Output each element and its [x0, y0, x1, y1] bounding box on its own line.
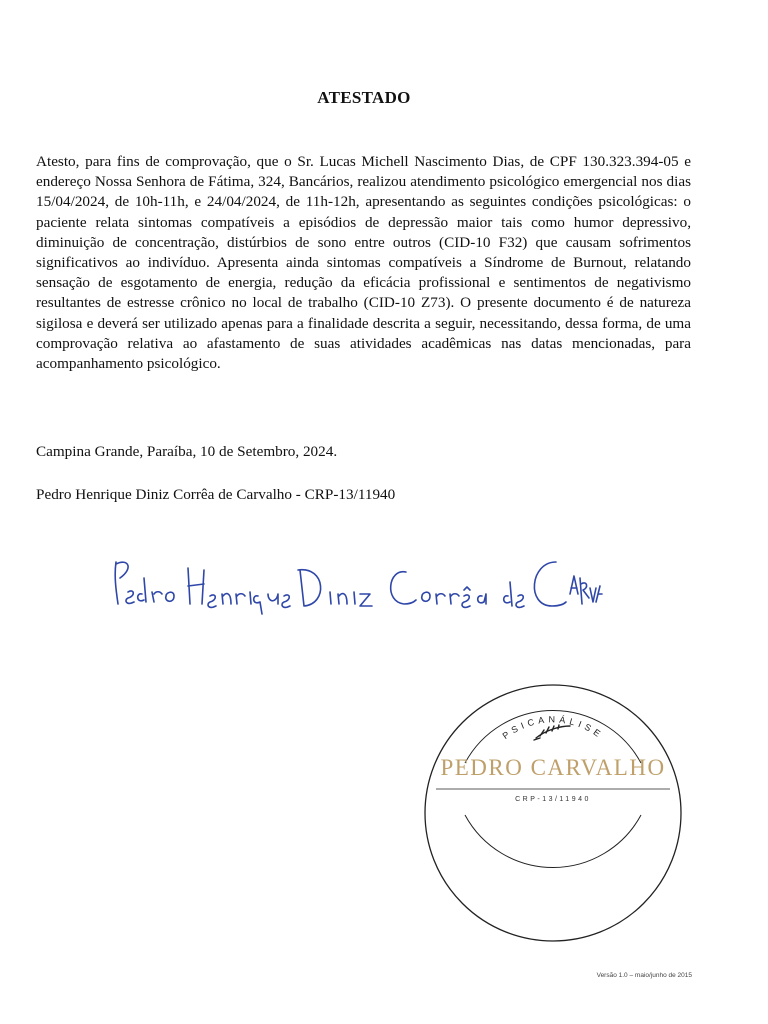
place-and-date: Campina Grande, Paraíba, 10 de Setembro, 2024. [36, 443, 338, 460]
version-footer: Versão 1.0 – maio/junho de 2015 [596, 972, 692, 979]
professional-stamp [418, 678, 688, 948]
feather-icon [534, 725, 570, 740]
stamp-crp: CRP-13/11940 [515, 796, 591, 803]
stamp-circle-graphic [418, 678, 688, 948]
attestation-body: Atesto, para fins de comprovação, que o Sr. Lucas Michell Nascimento Dias, de CPF 130.323.394-05 e endereço Nossa Senhora de Fátima, 324, Bancários, realizou atendimento psicológico emergencial nos dias 15/04/2024, de 10h-11h, e 24/04/2024, de 11h-12h, apresentando as seguintes condições psicológicas: o paciente relata sintomas compatíveis a episódios de depressão maior tais como humor depressivo, diminuição de concentração, distúrbios de sono entre outros (CID-10 F32) que causam sofrimentos significativos ao indivíduo. Apresenta ainda sintomas compatíveis a Síndrome de Burnout, relatando sensação de esgotamento de energia, redução da eficácia profissional e sentimentos de negativismo resultantes de estresse crônico no local de trabalho (CID-10 Z73). O presente documento é de natureza sigilosa e deverá ser utilizado apenas para a finalidade descrita a seguir, necessitando, dessa forma, de uma comprovação relativa ao afastamento de suas atividades acadêmicas nas datas mencionadas, para acompanhamento psicológico. [36, 153, 691, 373]
signature-drawing [104, 548, 604, 618]
handwritten-signature [104, 548, 604, 618]
stamp-arc-text: PSICANÁLISE [500, 714, 606, 742]
document-title: ATESTADO [317, 88, 411, 107]
stamp-name: PEDRO CARVALHO [440, 755, 666, 780]
signer-name: Pedro Henrique Diniz Corrêa de Carvalho - CRP-13/11940 [36, 486, 396, 503]
